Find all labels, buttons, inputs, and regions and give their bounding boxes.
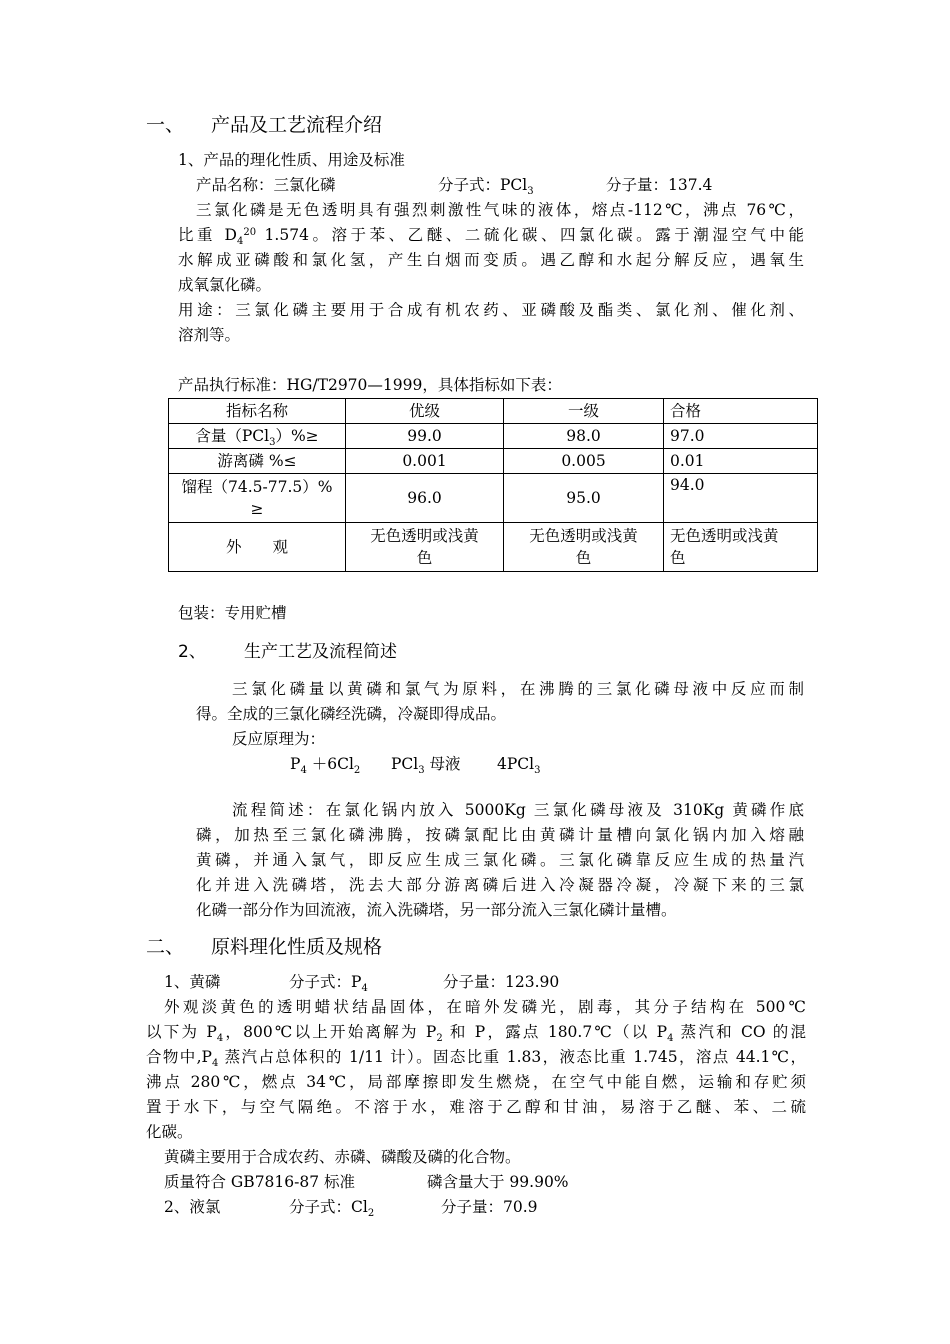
reaction-medium: PCl$_3$ 母液: [391, 755, 461, 776]
cell-value: 无色透明或浅黄 色: [504, 523, 664, 572]
material-2-formula: 分子式：$Cl_2$: [289, 1198, 375, 1219]
header-cell: 一级: [504, 399, 664, 424]
cell-value: 0.005: [504, 449, 664, 474]
header-cell: 合格: [664, 399, 818, 424]
cell-value: 无色透明或浅黄 色: [664, 523, 818, 572]
header-cell: 优级: [346, 399, 504, 424]
material-2-name: 2、液氯: [164, 1198, 221, 1216]
flow-line-2: 磷，加热至三氯化磷沸腾，按磷氯配比由黄磷计量槽向氯化锅内加入熔融: [196, 826, 804, 844]
table-row: [169, 474, 818, 523]
material-1-desc-line-3: 合物中$,P_4$ 蒸汽占总体积的 1/11 计）。固态比重 1.83，液态比重 1.745，溶点 44.1℃，: [146, 1048, 807, 1069]
flow-line-3: 黄磷，并通入氯气，即反应生成三氯化磷。三氯化磷靠反应生成的热量汽: [196, 851, 804, 869]
cell-value: 0.01: [664, 449, 818, 474]
reaction-product: 4PCl$_3$: [497, 755, 541, 776]
material-1-desc-line-1: 外观淡黄色的透明蜡状结晶固体，在暗外发磷光，剧毒，其分子结构在 500℃: [164, 998, 806, 1016]
standard-intro: 产品执行标准：HG/T2970—1999，具体指标如下表：: [178, 376, 562, 394]
material-1-quality-content: 磷含量大于 99.90%: [427, 1173, 569, 1191]
material-1-usage: 黄磷主要用于合成农药、赤磷、磷酸及磷的化合物。: [164, 1148, 521, 1166]
desc-line-1: 三氯化磷是无色透明具有强烈刺激性气味的液体，熔点-112℃，沸点 76℃，: [196, 201, 804, 219]
row-name: 馏程（74.5-77.5）% ≥: [169, 474, 346, 523]
header-cell: 指标名称: [169, 399, 346, 424]
table-row: [169, 449, 818, 474]
flow-line-1: 流程简述：在氯化锅内放入 5000Kg 三氯化磷母液及 310Kg 黄磷作底: [232, 801, 804, 819]
cell-value: 98.0: [504, 424, 664, 449]
cell-value: 无色透明或浅黄 色: [346, 523, 504, 572]
product-weight: 分子量：137.4: [606, 176, 713, 194]
package-text: 包装：专用贮槽: [178, 604, 287, 622]
subsection-2-number: 2、: [178, 642, 206, 662]
material-2-weight: 分子量：70.9: [441, 1198, 538, 1216]
material-1-weight: 分子量：123.90: [443, 973, 560, 991]
usage-line-1: 用途：三氯化磷主要用于合成有机农药、亚磷酸及酯类、氯化剂、催化剂、: [178, 301, 804, 319]
material-1-desc-line-2: 以下为 $P_4$，800℃以上开始离解为 $P_2$ 和 P，露点 180.7℃（以 $P_4$ 蒸汽和 CO 的混: [146, 1023, 807, 1044]
reaction-reactants: $P_4 +6Cl_2$: [290, 755, 361, 776]
section-1-title: 产品及工艺流程介绍: [211, 114, 383, 136]
reaction-label: 反应原理为：: [232, 730, 326, 748]
usage-line-2: 溶剂等。: [178, 326, 241, 344]
subsection-2-title: 生产工艺及流程简述: [244, 642, 397, 662]
row-name: 游离磷 %≤: [169, 449, 346, 474]
product-formula: 分子式：PCl$_3$: [438, 176, 534, 197]
cell-value: 94.0: [664, 474, 818, 523]
material-1-name: 1、黄磷: [164, 973, 221, 991]
material-1-desc-line-5: 置于水下，与空气隔绝。不溶于水，难溶于乙醇和甘油，易溶于乙醚、苯、二硫: [146, 1098, 806, 1116]
row-name: 含量（PCl$_3$）%≥: [169, 424, 346, 449]
section-2-number: 二、: [146, 936, 185, 958]
desc-line-3: 水解成亚磷酸和氯化氢，产生白烟而变质。遇乙醇和水起分解反应，遇氧生: [178, 251, 804, 269]
section-1-number: 一、: [146, 114, 185, 136]
cell-value: 97.0: [664, 424, 818, 449]
flow-line-4: 化并进入洗磷塔，洗去大部分游离磷后进入冷凝器冷凝，冷凝下来的三氯: [196, 876, 804, 894]
material-1-formula: 分子式：$P_4$: [289, 973, 368, 994]
cell-value: 0.001: [346, 449, 504, 474]
table-header-row: [169, 399, 818, 424]
desc-line-4: 成氧氯化磷。: [178, 276, 272, 294]
table-row: [169, 523, 818, 572]
cell-value: 96.0: [346, 474, 504, 523]
cell-value: 99.0: [346, 424, 504, 449]
process-line-2: 得。全成的三氯化磷经洗磷，冷凝即得成品。: [196, 705, 507, 723]
flow-line-5: 化磷一部分作为回流液，流入洗磷塔，另一部分流入三氯化磷计量槽。: [196, 901, 677, 919]
subsection-1-1-title: 1、产品的理化性质、用途及标准: [178, 151, 405, 169]
material-1-desc-line-6: 化碳。: [146, 1123, 193, 1141]
material-1-quality-standard: 质量符合 GB7816-87 标准: [164, 1173, 356, 1191]
product-name: 产品名称：三氯化磷: [196, 176, 336, 194]
desc-line-2: 比重 $D_4^{20}$ 1.574。溶于苯、乙醚、二硫化碳、四氯化碳。露于潮湿空气中能: [178, 226, 804, 247]
table-row: [169, 424, 818, 449]
material-1-desc-line-4: 沸点 280℃，燃点 34℃，局部摩擦即发生燃烧，在空气中能自燃，运输和存贮须: [146, 1073, 806, 1091]
section-2-title: 原料理化性质及规格: [211, 936, 383, 958]
row-name: 外 观: [169, 523, 346, 572]
spec-table: [168, 398, 818, 572]
process-line-1: 三氯化磷量以黄磷和氯气为原料，在沸腾的三氯化磷母液中反应而制: [232, 680, 804, 698]
cell-value: 95.0: [504, 474, 664, 523]
